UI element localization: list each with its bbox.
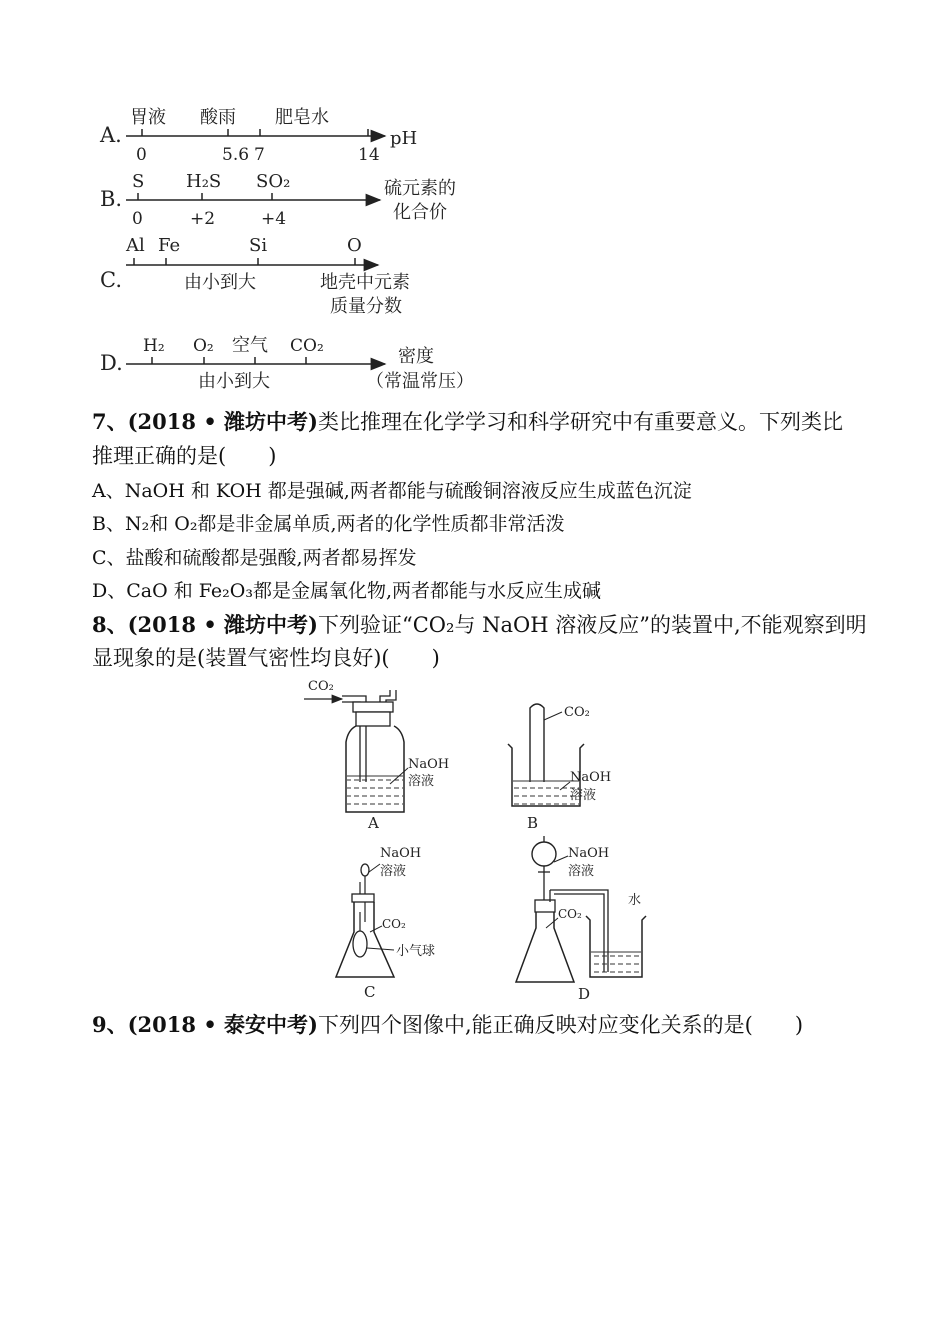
axis-label-crust-line2: 质量分数 (330, 296, 402, 317)
q9-number: 9、 (92, 1012, 128, 1037)
axis-label-ph: pH (390, 128, 418, 149)
q8-number: 8、 (92, 612, 128, 637)
label-soap-water: 肥皂水 (275, 107, 329, 128)
b-solution-line2: 溶液 (570, 788, 597, 803)
q7-stem-line1 (92, 407, 843, 437)
number-line-b (100, 171, 456, 229)
label-o: O (347, 235, 362, 256)
apparatus-b[interactable] (508, 704, 611, 832)
q7-source: (2018 • 潍坊中考) (127, 409, 318, 434)
number-line-a (99, 107, 417, 165)
option-letter-a: A. (100, 123, 122, 147)
apparatus-a[interactable] (304, 679, 449, 832)
q9-stem (92, 1010, 803, 1040)
label-fe: Fe (158, 235, 181, 256)
label-al: Al (126, 235, 145, 256)
tick-plus4: +4 (261, 209, 287, 229)
a-solution-line2: 溶液 (408, 774, 435, 789)
option-letter-c: C. (100, 268, 122, 292)
label-h2s: H₂S (186, 171, 222, 192)
q7-option-a[interactable]: A、NaOH 和 KOH 都是强碱,两者都能与硫酸铜溶液反应生成蓝色沉淀 (92, 480, 692, 502)
d-gas-label: CO₂ (558, 907, 582, 921)
number-line-figure (0, 0, 950, 400)
a-solution-line1: NaOH (408, 757, 450, 772)
label-h2: H₂ (143, 336, 165, 356)
b-label: B (527, 814, 539, 832)
label-small-to-large: 由小到大 (184, 272, 256, 293)
a-gas-label: CO₂ (308, 679, 334, 694)
q8-stem-text: 下列验证“CO₂与 NaOH 溶液反应”的装置中,不能观察到明 (318, 613, 867, 637)
option-letter-b: B. (100, 187, 123, 211)
q7-stem-line2: 推理正确的是( ) (92, 444, 277, 468)
tick-plus2: +2 (190, 209, 216, 229)
label-si: Si (249, 235, 268, 256)
d-label: D (578, 985, 591, 1003)
label-gastric-juice: 胃液 (130, 107, 166, 128)
apparatus-d[interactable] (516, 836, 646, 1003)
number-line-d (100, 335, 474, 392)
q7-option-b[interactable]: B、N₂和 O₂都是非金属单质,两者的化学性质都非常活泼 (92, 513, 565, 535)
q7-option-c[interactable]: C、盐酸和硫酸都是强酸,两者都易挥发 (92, 547, 417, 569)
label-s: S (132, 171, 145, 192)
tick-7: 7 (254, 145, 265, 165)
axis-label-density-line1: 密度 (398, 346, 434, 367)
c-solution-line1: NaOH (380, 846, 422, 861)
axis-label-density-line2: （常温常压） (366, 371, 474, 392)
q9-stem-text: 下列四个图像中,能正确反映对应变化关系的是( ) (318, 1013, 804, 1037)
q8-source: (2018 • 潍坊中考) (127, 612, 318, 637)
label-small-to-large: 由小到大 (198, 371, 270, 392)
d-water-label: 水 (628, 893, 642, 908)
apparatus-c[interactable] (336, 846, 435, 1001)
number-line-c (100, 235, 410, 317)
q8-stem-line2: 显现象的是(装置气密性均良好)( ) (92, 646, 440, 670)
q7-number: 7、 (92, 409, 128, 434)
c-solution-line2: 溶液 (380, 864, 407, 879)
q8-apparatus-figure (290, 672, 660, 1007)
a-label: A (368, 814, 379, 832)
q9-source: (2018 • 泰安中考) (127, 1012, 318, 1037)
label-o2: O₂ (193, 336, 214, 356)
c-label: C (364, 983, 376, 1001)
label-so2: SO₂ (256, 171, 291, 192)
label-co2: CO₂ (290, 336, 324, 356)
tick-14: 14 (358, 145, 380, 165)
d-solution-line2: 溶液 (568, 864, 595, 879)
b-solution-line1: NaOH (570, 770, 612, 785)
b-gas-label: CO₂ (564, 705, 590, 720)
option-letter-d: D. (100, 351, 123, 375)
axis-label-sulfur-line2: 化合价 (393, 202, 447, 223)
d-solution-line1: NaOH (568, 846, 610, 861)
axis-label-crust-line1: 地壳中元素 (320, 272, 410, 293)
q8-stem-line1 (92, 610, 867, 640)
axis-label-sulfur-line1: 硫元素的 (384, 178, 456, 199)
q7-option-d[interactable]: D、CaO 和 Fe₂O₃都是金属氧化物,两者都能与水反应生成碱 (92, 580, 601, 602)
q7-stem-text: 类比推理在化学学习和科学研究中有重要意义。下列类比 (318, 410, 843, 434)
c-gas-label: CO₂ (382, 917, 406, 931)
tick-0: 0 (136, 145, 147, 165)
tick-5-6: 5.6 (222, 145, 250, 165)
tick-0: 0 (132, 209, 143, 229)
c-balloon-label: 小气球 (396, 944, 436, 959)
label-acid-rain: 酸雨 (200, 107, 236, 128)
label-air: 空气 (232, 335, 268, 356)
